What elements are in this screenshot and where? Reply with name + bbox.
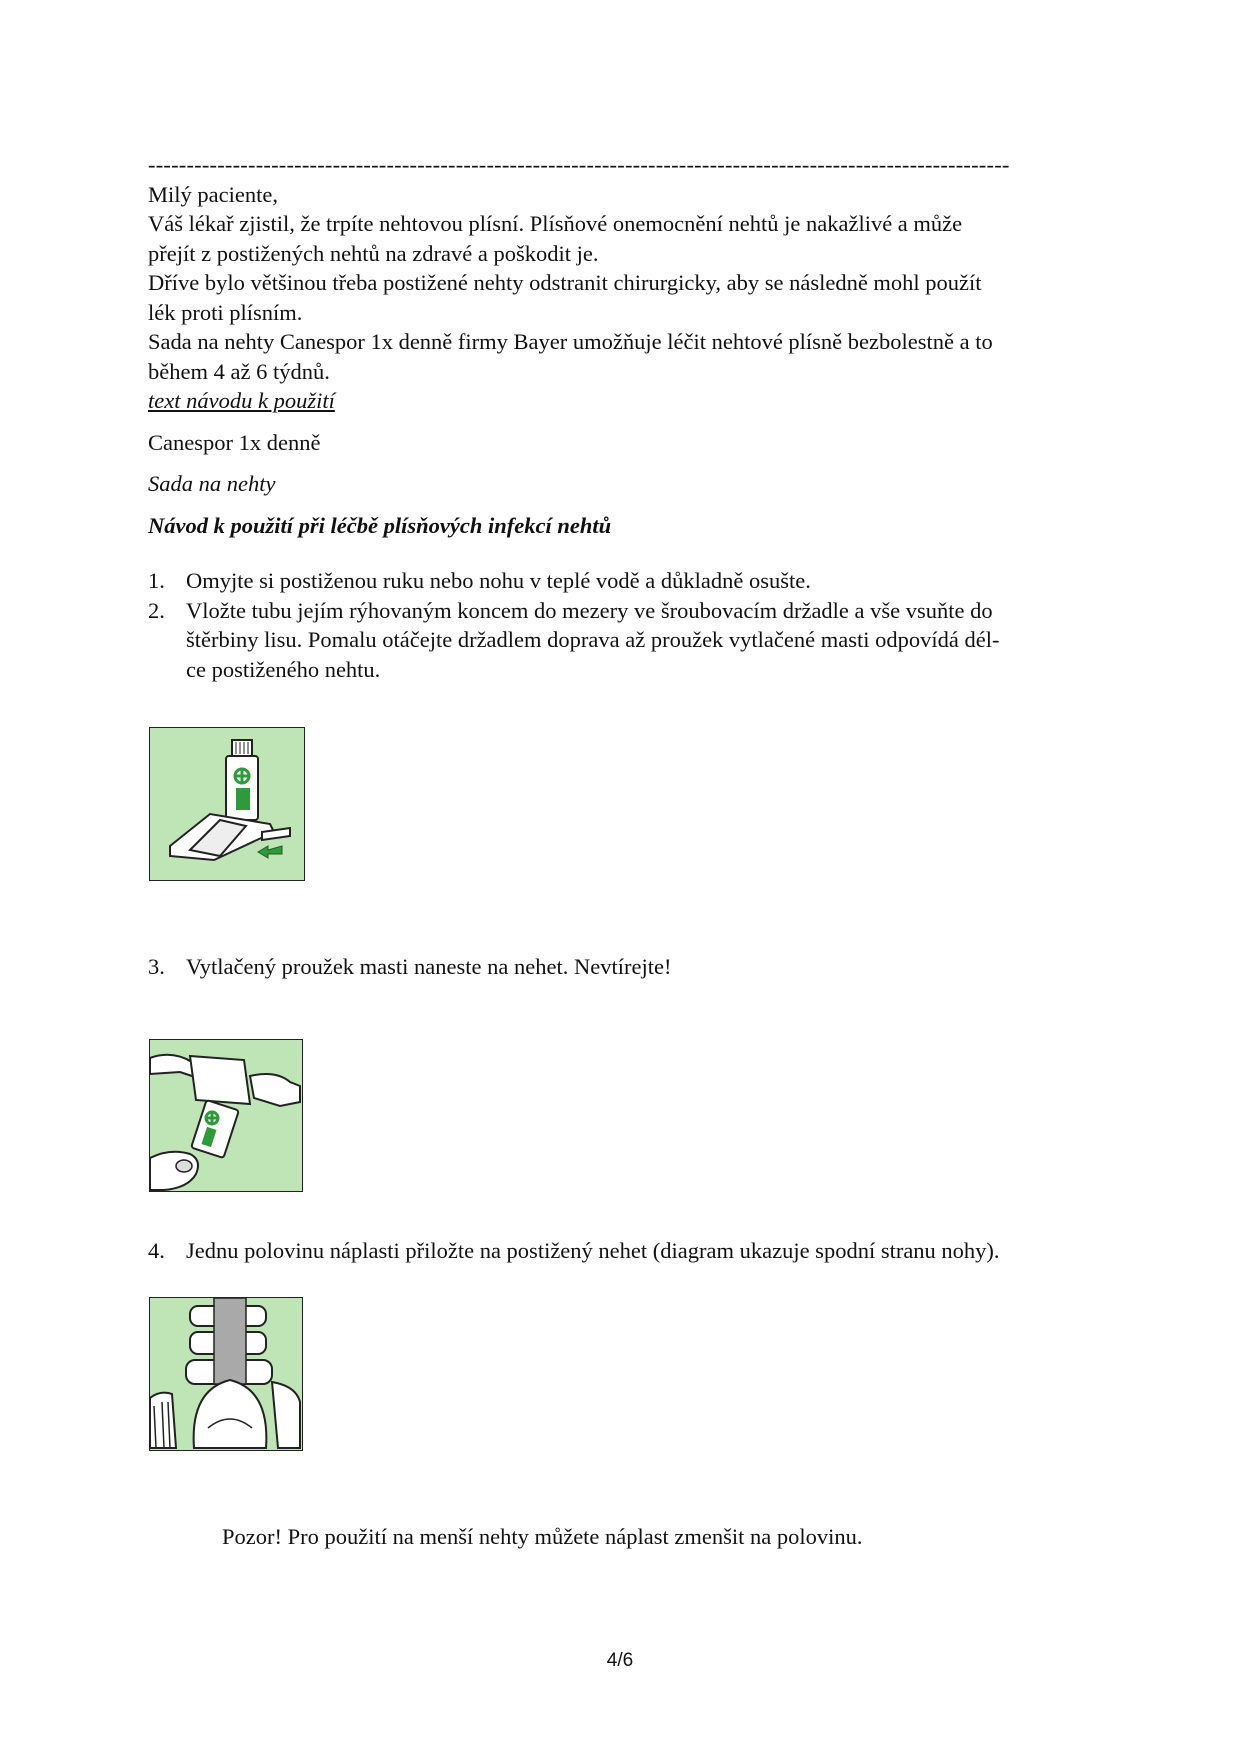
- figure-apply-ointment: [149, 1039, 303, 1192]
- figure-plaster-toe: [149, 1297, 303, 1451]
- figure-tube-press: [149, 727, 305, 881]
- intro-line: během 4 až 6 týdnů.: [148, 358, 330, 384]
- list-item: [148, 566, 1108, 596]
- apply-ointment-illustration: [150, 1040, 302, 1191]
- plaster-toe-illustration: [150, 1298, 302, 1450]
- page-number: 4/6: [606, 1650, 634, 1671]
- steps-list-b: [148, 952, 1108, 982]
- tube-press-illustration: [150, 728, 304, 880]
- product-subtitle: Sada na nehty: [148, 471, 276, 496]
- step-number: 4.: [148, 1238, 165, 1263]
- steps-list-c: [148, 1236, 1108, 1266]
- step-text: Omyjte si postiženou ruku nebo nohu v teplé vodě a důkladně osušte.: [186, 568, 811, 593]
- intro-line: Dříve bylo většinou třeba postižené nehty odstranit chirurgicky, aby se následně mohl použít: [148, 270, 982, 295]
- step-text: Vytlačený proužek masti naneste na nehet. Nevtírejte!: [186, 954, 672, 979]
- intro-line: lék proti plísním.: [148, 299, 303, 325]
- separator-line: ----------------------------------------------------------------------------------------------------------------: [148, 152, 1010, 177]
- instructions-link[interactable]: text návodu k použití: [148, 388, 335, 413]
- list-item: [148, 596, 1108, 685]
- step-number: 3.: [148, 954, 165, 979]
- intro-line: Sada na nehty Canespor 1x denně firmy Bayer umožňuje léčit nehtové plísně bezbolestně a to: [148, 329, 993, 354]
- intro-line: přejít z postižených nehtů na zdravé a poškodit je.: [148, 240, 599, 266]
- list-item: [148, 952, 1108, 982]
- step-number: 1.: [148, 568, 165, 593]
- warning-note: Pozor! Pro použití na menší nehty můžete náplast zmenšit na polovinu.: [222, 1524, 863, 1549]
- product-name: Canespor 1x denně: [148, 429, 321, 455]
- steps-list-a: [148, 566, 1108, 684]
- step-text: Vložte tubu jejím rýhovaným koncem do mezery ve šroubovacím držadle a vše vsuňte do štěrbiny lisu. Pomalu otáčejte držadlem doprava až proužek vytlačené masti odpovídá dél- ce postiženého nehtu.: [186, 597, 1000, 682]
- step-3-block: [148, 952, 1108, 982]
- greeting: Milý paciente,: [148, 181, 278, 207]
- list-item: [148, 1236, 1108, 1266]
- step-number: 2.: [148, 597, 165, 623]
- step-text: Jednu polovinu náplasti přiložte na postižený nehet (diagram ukazuje spodní stranu nohy).: [186, 1238, 1000, 1263]
- step-4-block: [148, 1236, 1108, 1266]
- main-content: [148, 150, 1108, 684]
- intro-line: Váš lékař zjistil, že trpíte nehtovou plísní. Plísňové onemocnění nehtů je nakažlivé a může: [148, 211, 963, 236]
- instructions-title: Návod k použití při léčbě plísňových infekcí nehtů: [148, 512, 612, 538]
